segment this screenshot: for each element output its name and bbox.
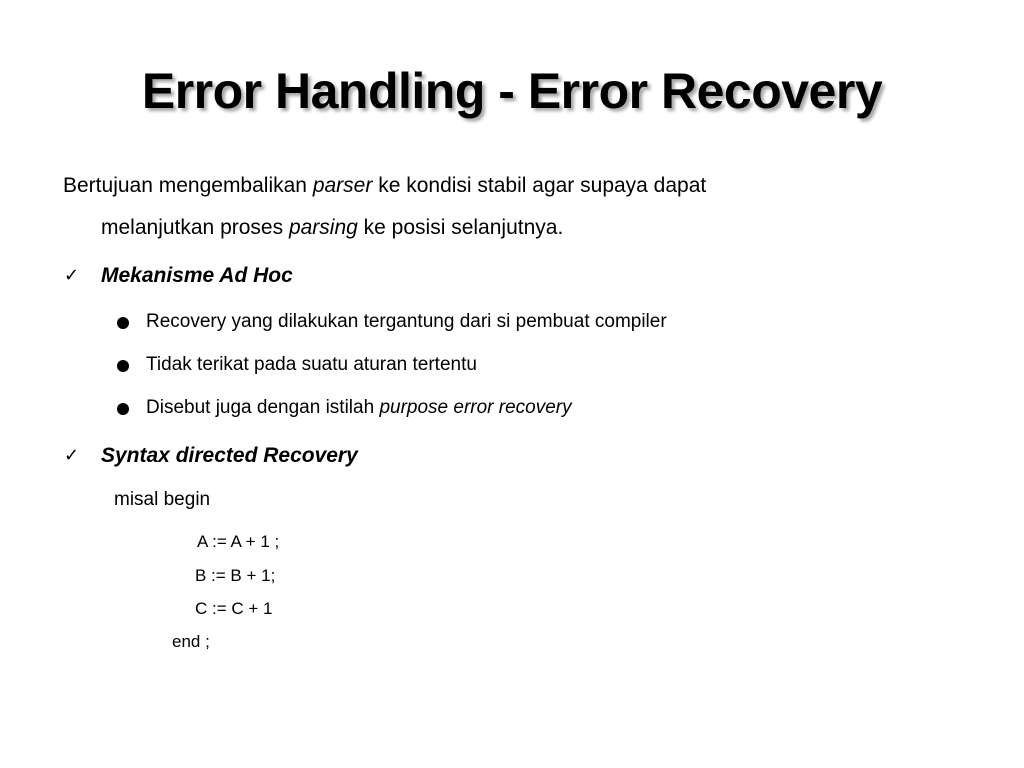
code-line: A := A + 1 ; — [197, 532, 280, 551]
section-heading: Syntax directed Recovery — [101, 444, 358, 467]
intro-text: ke posisi selanjutnya. — [357, 216, 564, 239]
code-line: end ; — [172, 632, 210, 651]
checkmark-icon: ✓ — [64, 265, 80, 285]
intro-text: Bertujuan mengembalikan — [63, 174, 313, 197]
intro-text: ke kondisi stabil agar supaya dapat — [372, 174, 707, 197]
bullet-icon — [117, 403, 129, 415]
intro-line-2 — [101, 216, 563, 240]
intro-text: melanjutkan proses — [101, 216, 289, 239]
example-intro: misal begin — [114, 489, 211, 510]
code-line: C := C + 1 — [195, 599, 273, 618]
slide-title: Error Handling - Error Recovery — [141, 63, 883, 119]
section-heading: Mekanisme Ad Hoc — [101, 264, 293, 287]
bullet-item: Tidak terikat pada suatu aturan tertentu — [146, 354, 477, 375]
code-line: B := B + 1; — [195, 566, 276, 585]
bullet-icon — [117, 360, 129, 372]
bullet-icon — [117, 317, 129, 329]
bullet-item — [146, 397, 572, 419]
intro-emphasis: parsing — [288, 216, 358, 239]
bullet-emphasis: purpose error recovery — [379, 397, 572, 418]
intro-line-1 — [63, 174, 706, 198]
bullet-item: Recovery yang dilakukan tergantung dari si pembuat compiler — [146, 311, 667, 332]
bullet-text: Disebut juga dengan istilah — [146, 397, 380, 418]
checkmark-icon: ✓ — [64, 445, 80, 465]
intro-emphasis: parser — [312, 174, 373, 197]
